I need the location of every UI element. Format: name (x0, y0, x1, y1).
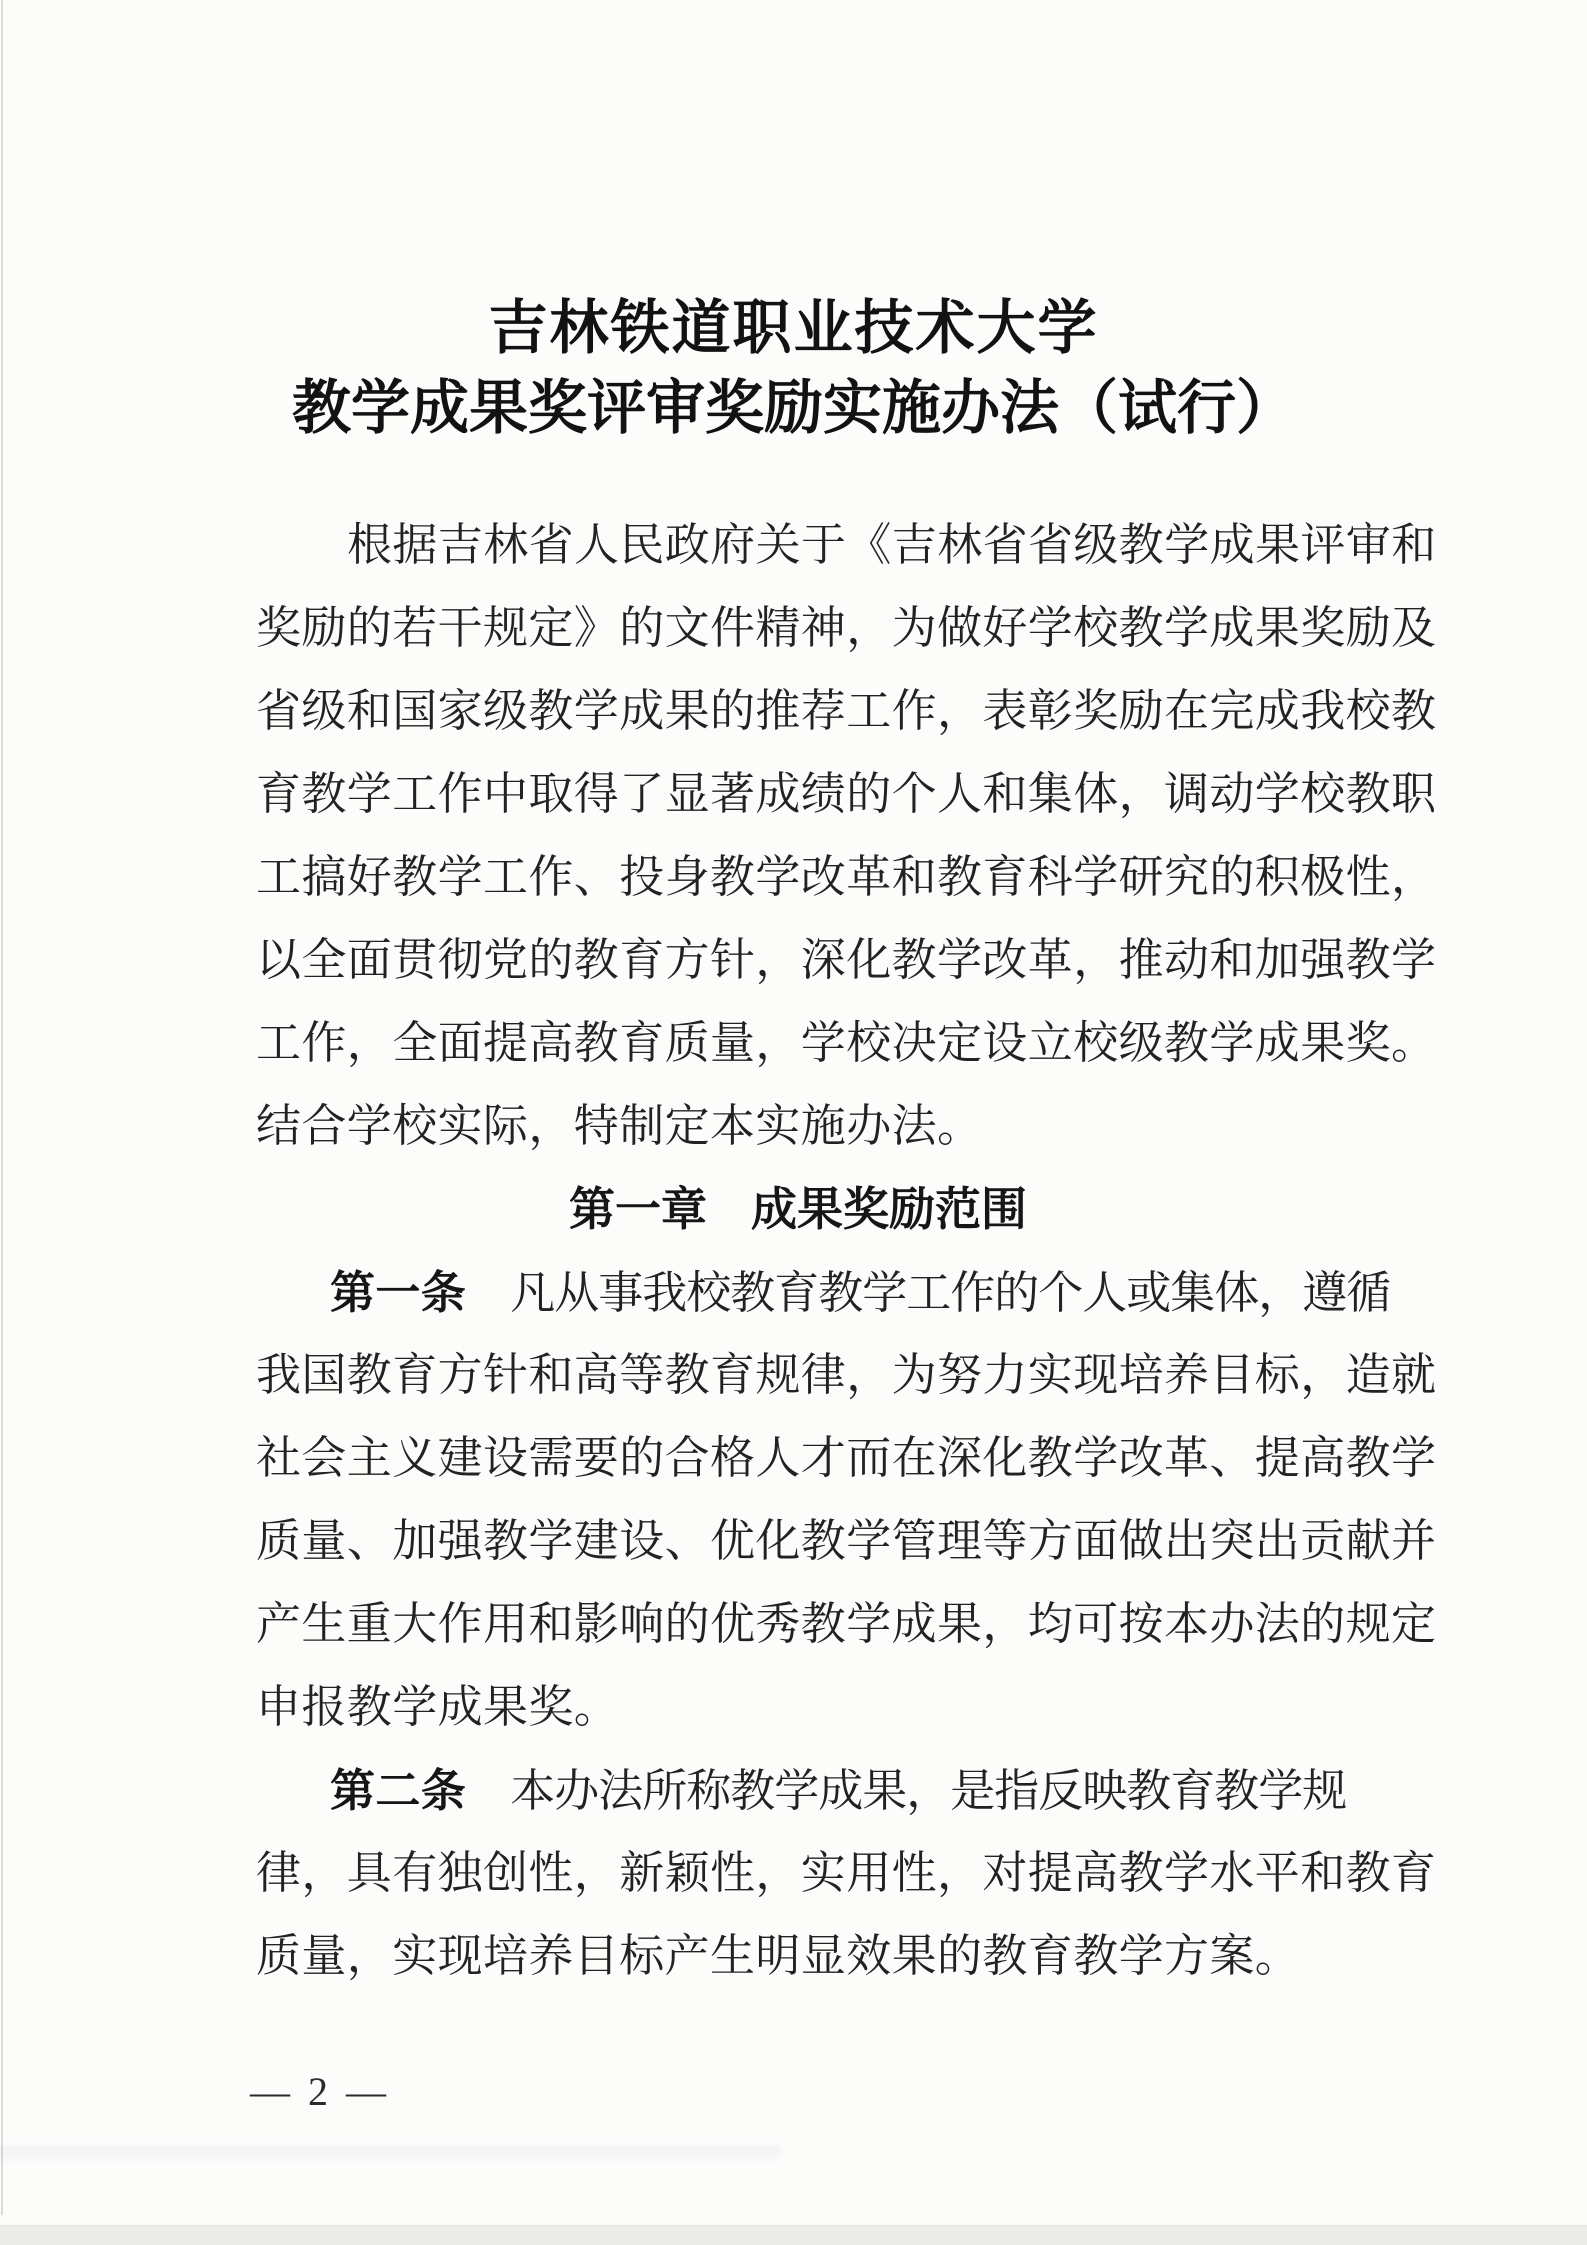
document-title (0, 288, 1587, 448)
title-university-line: 吉林铁道职业技术大学 (488, 295, 1099, 361)
chapter-1-heading (228, 1168, 1368, 1251)
intro-paragraph-line: 以全面贯彻党的教育方针，深化教学改革，推动和加强教学 (256, 935, 1437, 985)
article-1-line: 申报教学成果奖。 (256, 1682, 620, 1732)
scan-left-edge-artifact (1, 0, 3, 2215)
article-2-label: 第二条 (330, 1765, 467, 1816)
page-number: — 2 — (250, 2069, 390, 2114)
chapter-1-number: 第一章 (569, 1183, 707, 1235)
article-1-label: 第一条 (330, 1267, 467, 1318)
intro-paragraph-line: 工搞好教学工作、投身教学改革和教育科学研究的积极性， (256, 852, 1437, 902)
intro-paragraph-line: 奖励的若干规定》的文件精神，为做好学校教学成果奖励及 (256, 603, 1437, 653)
article-1-line: 社会主义建设需要的合格人才而在深化教学改革、提高教学 (256, 1433, 1437, 1483)
intro-paragraph-line: 根据吉林省人民政府关于《吉林省省级教学成果评审和 (347, 520, 1437, 570)
intro-paragraph-line: 育教学工作中取得了显著成绩的个人和集体，调动学校教职 (256, 769, 1437, 819)
intro-paragraph-line: 省级和国家级教学成果的推荐工作，表彰奖励在完成我校教 (256, 686, 1437, 736)
chapter-1-title: 成果奖励范围 (751, 1183, 1027, 1235)
title-policy-line: 教学成果奖评审奖励实施办法（试行） (291, 375, 1295, 441)
article-2-line: 本办法所称教学成果，是指反映教育教学规 (510, 1766, 1347, 1816)
article-1-line: 质量、加强教学建设、优化教学管理等方面做出突出贡献并 (256, 1516, 1437, 1566)
intro-paragraph-line: 工作，全面提高教育质量，学校决定设立校级教学成果奖。 (256, 1018, 1437, 1068)
scan-smudge-artifact (0, 2146, 780, 2164)
document-body (256, 504, 1437, 1998)
article-1-line: 凡从事我校教育教学工作的个人或集体，遵循 (510, 1268, 1391, 1318)
article-1-line: 产生重大作用和影响的优秀教学成果，均可按本办法的规定 (256, 1599, 1437, 1649)
scan-bottom-band-artifact (0, 2225, 1587, 2245)
article-2-line: 律，具有独创性，新颖性，实用性，对提高教学水平和教育 (256, 1848, 1437, 1898)
intro-paragraph-line: 结合学校实际，特制定本实施办法。 (256, 1101, 983, 1151)
article-2-first-line (256, 1749, 1396, 1832)
article-1-line: 我国教育方针和高等教育规律，为努力实现培养目标，造就 (256, 1350, 1437, 1400)
article-2-line: 质量，实现培养目标产生明显效果的教育教学方案。 (256, 1931, 1301, 1981)
article-1-first-line (256, 1251, 1396, 1334)
